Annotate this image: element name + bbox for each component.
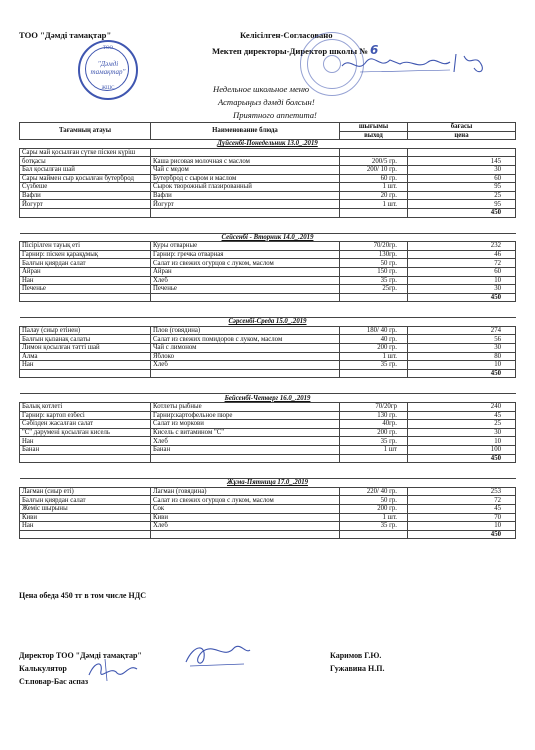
director-signature [180,640,255,672]
menu-row [20,487,516,496]
day-header-row [20,479,516,488]
dish-name-ru: Бутерброд с сыром и маслом [151,174,340,183]
menu-row [20,361,516,370]
header-price-kz: бағасы [408,123,516,132]
dish-name-kz: Сары маймен сыр қосылған бутерброд [20,174,151,183]
dish-name-ru: Хлеб [151,437,340,446]
dish-output: 1 шт. [340,513,408,522]
dish-name-kz: Алма [20,352,151,361]
dish-name-ru: Хлеб [151,276,340,285]
company-stamp: ТОО "Дәмді тамақтар" ЖШС [78,40,138,100]
dish-price: 145 [408,157,516,166]
day-header-row [20,318,516,327]
dish-output: 50 гр. [340,496,408,505]
menu-row [20,446,516,455]
dish-price: 25 [408,191,516,200]
spacer-row [20,217,516,233]
dish-output: 1 шт. [340,200,408,209]
header-output-ru: выход [340,131,408,140]
spacer-row [20,378,516,394]
menu-row [20,513,516,522]
dish-name-kz: Киви [20,513,151,522]
dish-name-kz: Нан [20,276,151,285]
dish-price: 95 [408,183,516,192]
dish-price: 72 [408,496,516,505]
dish-output: 200 гр. [340,344,408,353]
menu-row [20,200,516,209]
menu-row [20,428,516,437]
dish-price: 274 [408,326,516,335]
dish-name-kz: Пісірілген тауық еті [20,242,151,251]
total-row [20,293,516,302]
bon-appetit-kz: Астарыңыз дәмді болсын! [218,97,315,107]
dish-name-ru: Салат из моркови [151,420,340,429]
dish-price: 25 [408,420,516,429]
dish-output: 130 гр. [340,411,408,420]
menu-row [20,326,516,335]
dish-name-kz: Балғын қиярдан салат [20,259,151,268]
day-total: 450 [408,293,516,302]
dish-name-ru: Салат из свежих огурцов с луком, маслом [151,259,340,268]
menu-row [20,183,516,192]
dish-name-kz: Палау (сиыр етінен) [20,326,151,335]
dish-price: 60 [408,174,516,183]
dish-output: 1 шт. [340,183,408,192]
dish-name-kz: Балғын қиярдан салат [20,496,151,505]
dish-name-kz: Балық котлеті [20,403,151,412]
header-price-ru: цена [408,131,516,140]
dish-price: 95 [408,200,516,209]
total-row [20,454,516,463]
dish-name-ru [151,148,340,157]
dish-name-ru: Гарнир: гречка отварная [151,250,340,259]
menu-row [20,352,516,361]
dish-name-kz: Бал қосылған шай [20,165,151,174]
dish-price: 45 [408,504,516,513]
dish-price: 70 [408,513,516,522]
dish-price: 253 [408,487,516,496]
dish-output: 60 гр. [340,174,408,183]
menu-row [20,276,516,285]
dish-output: 180/ 40 гр. [340,326,408,335]
dish-output: 130гр. [340,250,408,259]
dish-name-kz: Вафли [20,191,151,200]
dish-price: 10 [408,361,516,370]
dish-price: 30 [408,428,516,437]
dish-output: 40 гр. [340,335,408,344]
day-header-row [20,140,516,149]
dish-price: 56 [408,335,516,344]
menu-row [20,148,516,157]
dish-price: 10 [408,276,516,285]
dish-name-ru: Киви [151,513,340,522]
dish-price: 72 [408,259,516,268]
menu-row [20,285,516,294]
bon-appetit-ru: Приятного аппетита! [233,110,317,120]
menu-row [20,335,516,344]
dish-name-kz: Балғын қызанақ салаты [20,335,151,344]
menu-table [19,122,516,539]
menu-row [20,174,516,183]
school-number: 6 [370,43,379,57]
dish-output: 150 гр. [340,267,408,276]
header-dish-kz: Тағамның атауы [20,123,151,140]
menu-row [20,504,516,513]
dish-output: 200/5 гр. [340,157,408,166]
total-row [20,208,516,217]
day-header-row [20,233,516,242]
dish-output: 20 гр. [340,191,408,200]
dish-output: 35 гр. [340,437,408,446]
menu-row [20,437,516,446]
menu-row [20,496,516,505]
day-total: 450 [408,369,516,378]
dish-name-ru: Кисель с витамином "С" [151,428,340,437]
school-stamp [300,32,364,96]
dish-name-kz: Сүзбеше [20,183,151,192]
dish-price: 232 [408,242,516,251]
dish-output: 200 гр. [340,504,408,513]
dish-name-ru: Яблоко [151,352,340,361]
price-note: Цена обеда 450 тг в том числе НДС [19,591,146,600]
dish-name-kz: Йогурт [20,200,151,209]
menu-row [20,522,516,531]
company-name: ТОО "Дәмді тамақтар" [19,30,112,40]
menu-row [20,157,516,166]
dish-name-kz: Гарнир: картоп езбесі [20,411,151,420]
dish-name-ru: Салат из свежих огурцов с луком, маслом [151,496,340,505]
dish-price: 30 [408,285,516,294]
dish-output: 70/20гр. [340,242,408,251]
spacer-row [20,302,516,318]
dish-name-kz: Сары май қосылған сүтке піскен күріш [20,148,151,157]
dish-name-ru: Хлеб [151,522,340,531]
dish-name-kz: Нан [20,522,151,531]
dish-name-kz: Лағман (сиыр еті) [20,487,151,496]
dish-price: 60 [408,267,516,276]
dish-price: 46 [408,250,516,259]
menu-row [20,191,516,200]
dish-name-ru: Сок [151,504,340,513]
dish-output: 200/ 10 гр. [340,165,408,174]
menu-row [20,250,516,259]
dish-output: 1 шт. [340,352,408,361]
menu-row [20,242,516,251]
menu-row [20,403,516,412]
dish-price: 30 [408,344,516,353]
dish-name-ru: Йогурт [151,200,340,209]
total-row [20,369,516,378]
calculator-label: Калькулятор [19,664,67,673]
dish-name-kz: Нан [20,437,151,446]
dish-output: 35 гр. [340,276,408,285]
dish-price: 45 [408,411,516,420]
menu-row [20,420,516,429]
dish-name-ru: Плов (говядина) [151,326,340,335]
dish-name-kz: Нан [20,361,151,370]
dish-name-kz: Жеміс шырыны [20,504,151,513]
menu-row [20,411,516,420]
dish-name-ru: Котлеты рыбные [151,403,340,412]
dish-name-ru: Печенье [151,285,340,294]
dish-price [408,148,516,157]
dish-name-ru: Банан [151,446,340,455]
dish-name-ru: Чай с лимоном [151,344,340,353]
dish-name-ru: Каша рисовая молочная с маслом [151,157,340,166]
dish-name-ru: Гарнир:картофельное пюре [151,411,340,420]
dish-name-kz: Гарнир: піскен қарақұмық [20,250,151,259]
menu-row [20,165,516,174]
dish-price: 240 [408,403,516,412]
dish-price: 30 [408,165,516,174]
day-title: Дүйсенбі-Понедельник 13.0_.2019 [20,140,516,149]
header-dish-ru: Наименование блюда [151,123,340,140]
dish-output: 25гр. [340,285,408,294]
dish-name-kz: Печенье [20,285,151,294]
menu-title: Недельное школьное меню [213,84,310,94]
chief-cook-label: Ст.повар-Бас аспаз [19,677,89,686]
day-total: 450 [408,530,516,539]
dish-output [340,148,408,157]
dish-price: 10 [408,437,516,446]
dish-output: 50 гр. [340,259,408,268]
dish-name-ru: Хлеб [151,361,340,370]
calculator-signature [85,655,145,685]
dish-output: 200 гр. [340,428,408,437]
spacer-row [20,463,516,479]
menu-row [20,259,516,268]
calculator-name: Гужавина Н.П. [330,664,385,673]
approval-label: Келісілген-Согласовано [240,30,333,40]
day-total: 450 [408,208,516,217]
day-title: Сейсенбі - Вторник 14.0_.2019 [20,233,516,242]
dish-name-ru: Сырок творожный глазированный [151,183,340,192]
total-row [20,530,516,539]
menu-row [20,267,516,276]
dish-price: 100 [408,446,516,455]
director-label: Директор ТОО "Дәмді тамақтар" [19,651,142,660]
dish-output: 220/ 40 гр. [340,487,408,496]
dish-name-ru: Вафли [151,191,340,200]
day-title: Сәрсенбі-Среда 15.0_.2019 [20,318,516,327]
day-title: Жұма-Пятница 17.0_.2019 [20,479,516,488]
dish-output: 35 гр. [340,522,408,531]
school-director-label: Мектеп директоры-Директор школы № 6 [212,43,379,57]
dish-name-ru: Айран [151,267,340,276]
dish-name-ru: Чай с медом [151,165,340,174]
day-title: Бейсенбі-Четверг 16.0_.2019 [20,394,516,403]
dish-name-ru: Салат из свежих помидоров с луком, маслом [151,335,340,344]
dish-name-kz: Лимон қосылған тәтті шай [20,344,151,353]
dish-output: 70/20гр [340,403,408,412]
dish-price: 80 [408,352,516,361]
menu-row [20,344,516,353]
day-total: 450 [408,454,516,463]
dish-output: 40гр. [340,420,408,429]
dish-name-kz: "С" дәрумені қосылған кисель [20,428,151,437]
day-header-row [20,394,516,403]
director-name: Каримов Г.Ю. [330,651,382,660]
dish-price: 10 [408,522,516,531]
dish-name-kz: Банан [20,446,151,455]
dish-output: 1 шт [340,446,408,455]
dish-output: 35 гр. [340,361,408,370]
dish-name-ru: Куры отварные [151,242,340,251]
dish-name-kz: ботқасы [20,157,151,166]
header-output-kz: шығымы [340,123,408,132]
dish-name-ru: Лагман (говядина) [151,487,340,496]
dish-name-kz: Сәбізден жасалған салат [20,420,151,429]
dish-name-kz: Айран [20,267,151,276]
